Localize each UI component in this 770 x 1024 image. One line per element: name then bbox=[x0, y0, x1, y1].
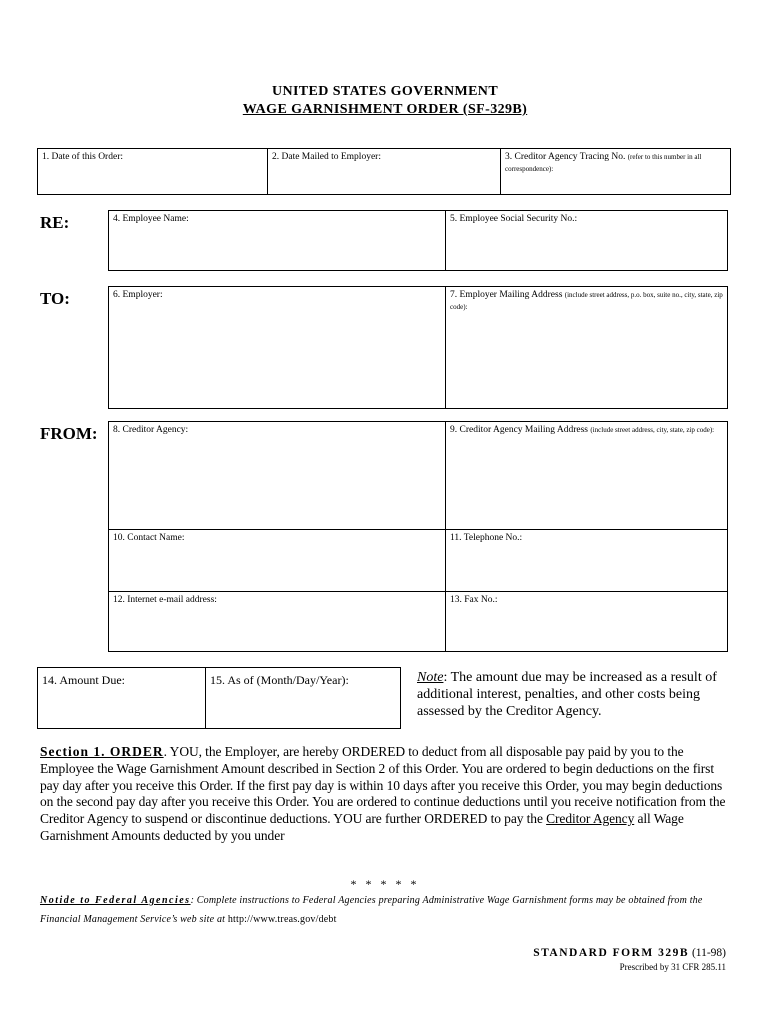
agency-notice-heading: Notide to Federal Agencies bbox=[40, 895, 191, 906]
telephone-input[interactable] bbox=[452, 565, 721, 585]
standard-form-number bbox=[533, 947, 726, 959]
from-label: FROM: bbox=[40, 424, 98, 443]
date-of-order-box[interactable] bbox=[37, 148, 268, 195]
employer-address-note: (include street address, p.o. box, suite no., city, state, zip code): bbox=[450, 291, 723, 311]
employee-name-input[interactable] bbox=[115, 244, 439, 264]
employee-ssn-label: 5. Employee Social Security No.: bbox=[450, 214, 578, 224]
creditor-address-label bbox=[450, 425, 723, 437]
as-of-date-label: 15. As of (Month/Day/Year): bbox=[210, 673, 349, 687]
to-label: TO: bbox=[40, 289, 70, 308]
agency-notice bbox=[40, 891, 730, 929]
creditor-address-title: 9. Creditor Agency Mailing Address bbox=[450, 425, 588, 435]
employer-input[interactable] bbox=[115, 382, 439, 402]
re-label: RE: bbox=[40, 213, 70, 232]
date-mailed-box[interactable] bbox=[267, 148, 501, 195]
employee-ssn-input[interactable] bbox=[452, 244, 721, 264]
creditor-agency-box[interactable] bbox=[108, 421, 446, 530]
date-of-order-input[interactable] bbox=[44, 168, 261, 188]
form-title-line1: UNITED STATES GOVERNMENT bbox=[271, 84, 499, 99]
date-mailed-label: 2. Date Mailed to Employer: bbox=[272, 152, 381, 162]
email-label: 12. Internet e-mail address: bbox=[113, 595, 217, 605]
email-input[interactable] bbox=[115, 625, 439, 645]
separator-stars: * * * * * bbox=[350, 877, 420, 891]
contact-name-box[interactable] bbox=[108, 529, 446, 592]
section-1-order bbox=[40, 744, 730, 845]
amount-due-input[interactable] bbox=[44, 702, 199, 722]
creditor-agency-label: 8. Creditor Agency: bbox=[113, 425, 189, 435]
fax-label: 13. Fax No.: bbox=[450, 595, 498, 605]
tracing-number-input[interactable] bbox=[507, 168, 724, 188]
tracing-number-box[interactable] bbox=[500, 148, 731, 195]
employee-name-box[interactable] bbox=[108, 210, 446, 271]
as-of-date-input[interactable] bbox=[212, 702, 394, 722]
employer-address-box[interactable] bbox=[445, 286, 728, 409]
note-prefix: Note bbox=[417, 670, 444, 685]
form-revision: (11-98) bbox=[689, 947, 726, 959]
employee-name-label: 4. Employee Name: bbox=[113, 214, 189, 224]
creditor-address-note: (include street address, city, state, zip code): bbox=[590, 426, 715, 434]
employer-address-label bbox=[450, 290, 723, 314]
amount-due-box[interactable] bbox=[37, 667, 206, 729]
agency-notice-text: : Complete instructions to Federal Agencies preparing Administrative Wage Garnishment forms may be obtained from the Financial Management Service’s web site at bbox=[40, 895, 703, 925]
employer-box[interactable] bbox=[108, 286, 446, 409]
amount-note bbox=[417, 669, 737, 720]
form-title-line2: WAGE GARNISHMENT ORDER (SF-329B) bbox=[242, 102, 528, 117]
section-1-text-a: . YOU, the Employer, are hereby ORDERED to deduct from all disposable pay paid by you to the Employee the Wage Garnishment Amount described in Section 2 of this Order. You are ordered to begin deductions on the first pay day after you receive this Order. If the first pay day is within 10 days after you receive this Order, you may begin deductions on the second pay day after you receive this Order. You are ordered to continue deductions until you receive notification from the Creditor Agency to suspend or discontinue deductions. YOU are further ORDERED to pay the bbox=[40, 744, 726, 827]
note-text: : The amount due may be increased as a result of additional interest, penalties, and other costs being assessed by the Creditor Agency. bbox=[417, 670, 717, 719]
date-mailed-input[interactable] bbox=[274, 168, 494, 188]
contact-name-input[interactable] bbox=[115, 565, 439, 585]
tracing-number-title: 3. Creditor Agency Tracing No. bbox=[505, 152, 626, 162]
section-1-heading: Section 1. ORDER bbox=[40, 744, 164, 759]
email-box[interactable] bbox=[108, 591, 446, 652]
form-number: STANDARD FORM 329B bbox=[533, 947, 690, 959]
tracing-number-note: (refer to this number in all correspondence): bbox=[505, 153, 702, 173]
section-1-text-b: all Wage Garnishment Amounts deducted by you under bbox=[40, 811, 684, 843]
fax-box[interactable] bbox=[445, 591, 728, 652]
creditor-address-box[interactable] bbox=[445, 421, 728, 530]
telephone-box[interactable] bbox=[445, 529, 728, 592]
creditor-address-input[interactable] bbox=[452, 503, 721, 523]
contact-name-label: 10. Contact Name: bbox=[113, 533, 185, 543]
section-1-creditor-agency: Creditor Agency bbox=[546, 811, 635, 827]
fax-input[interactable] bbox=[452, 625, 721, 645]
employer-address-title: 7. Employer Mailing Address bbox=[450, 290, 563, 300]
treasury-debt-link[interactable]: http://www.treas.gov/debt bbox=[227, 914, 337, 925]
amount-due-label: 14. Amount Due: bbox=[42, 673, 125, 687]
telephone-label: 11. Telephone No.: bbox=[450, 533, 523, 543]
employee-ssn-box[interactable] bbox=[445, 210, 728, 271]
prescribed-by: Prescribed by 31 CFR 285.11 bbox=[619, 962, 726, 972]
date-of-order-label: 1. Date of this Order: bbox=[42, 152, 123, 162]
creditor-agency-input[interactable] bbox=[115, 503, 439, 523]
as-of-date-box[interactable] bbox=[205, 667, 401, 729]
employer-address-input[interactable] bbox=[452, 382, 721, 402]
employer-label: 6. Employer: bbox=[113, 290, 163, 300]
